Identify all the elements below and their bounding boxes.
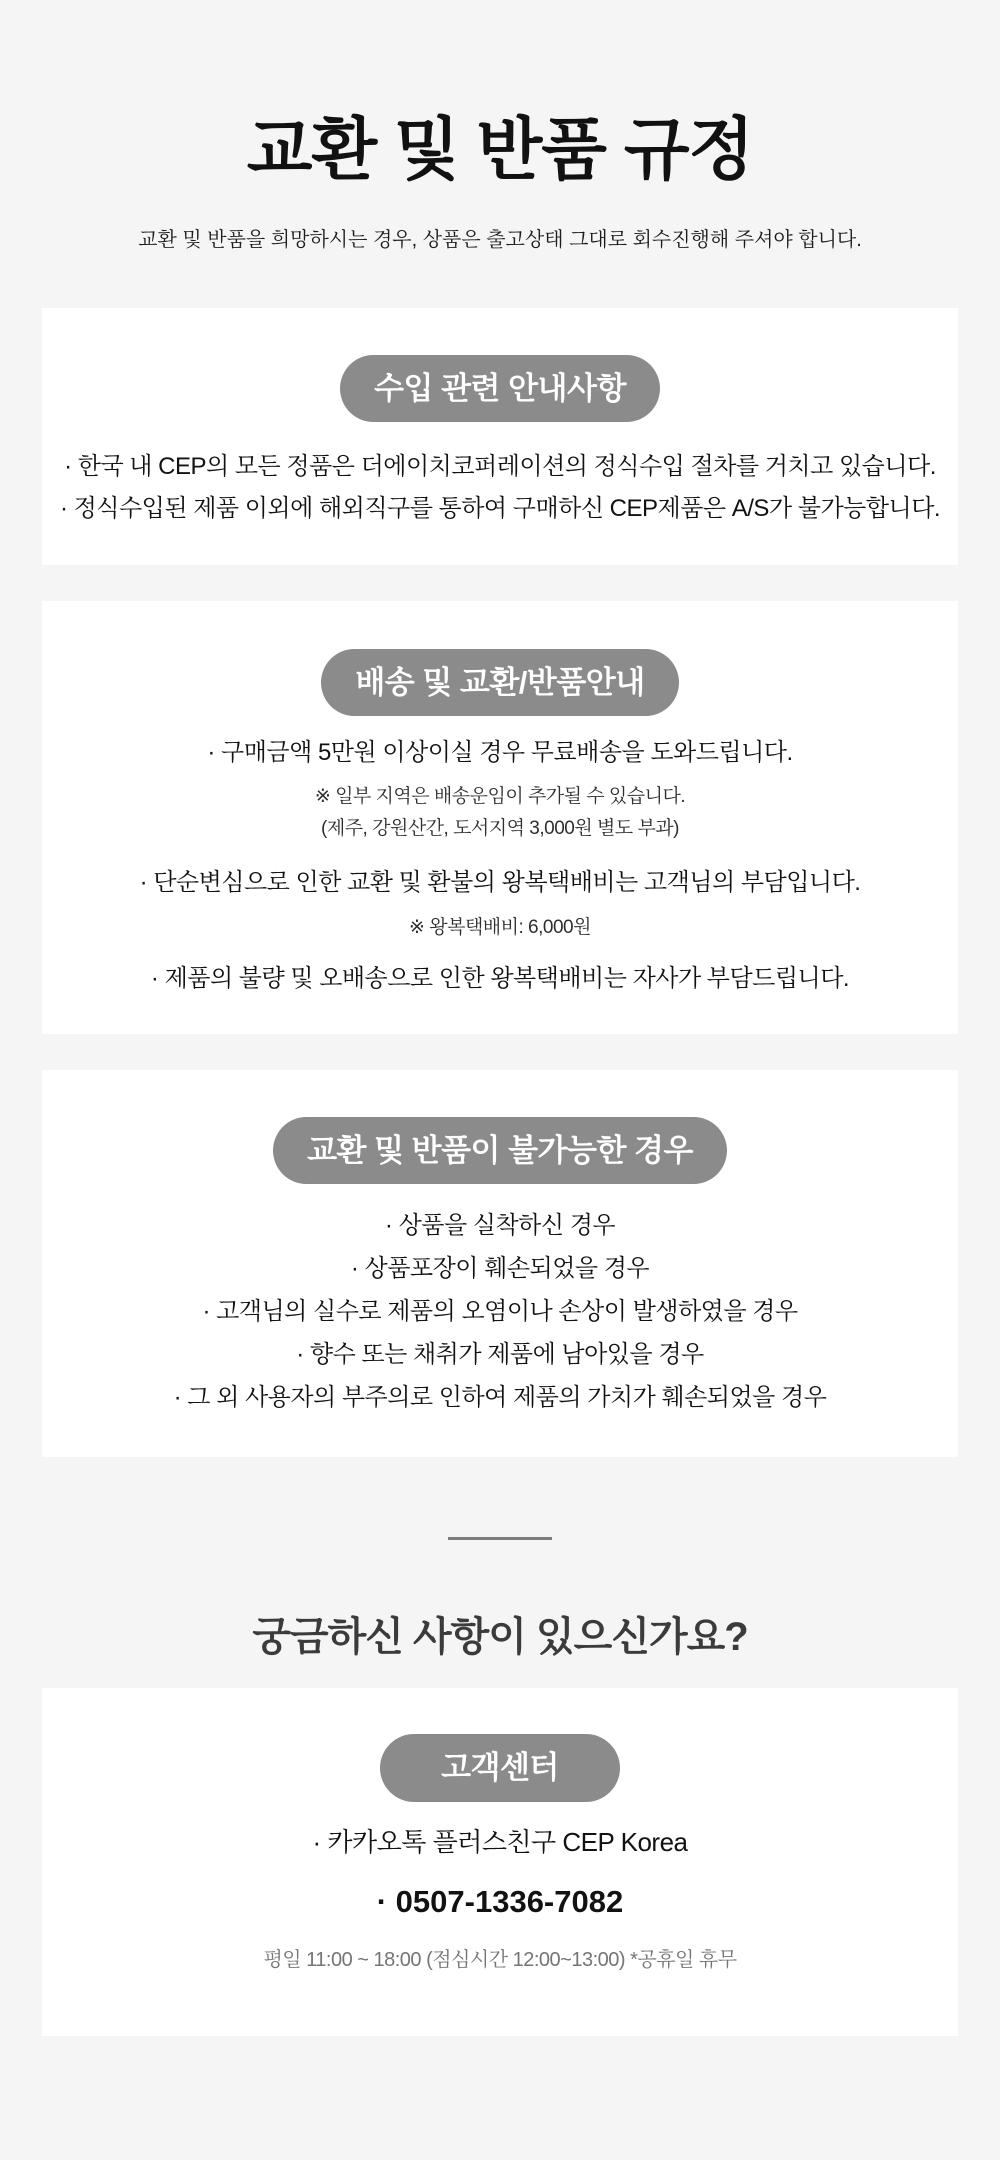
- page-subtitle: 교환 및 반품을 희망하시는 경우, 상품은 출고상태 그대로 회수진행해 주셔야 합니다.: [138, 229, 862, 251]
- section-badge-shipping-guide: 배송 및 교환/반품안내: [321, 649, 678, 716]
- bullet-list: [42, 446, 958, 530]
- sub-note: ※ 왕복택배비: 6,000원: [409, 917, 591, 938]
- business-hours: 평일 11:00 ~ 18:00 (점심시간 12:00~13:00) *공휴일 휴무: [263, 1949, 737, 1971]
- section-badge-return-exceptions: 교환 및 반품이 불가능한 경우: [273, 1117, 727, 1184]
- bullet-item: · 상품을 실착하신 경우: [384, 1212, 616, 1239]
- section-divider: [448, 1537, 552, 1540]
- bullet-item: · 한국 내 CEP의 모든 정품은 더에이치코퍼레이션의 정식수입 절차를 거치고 있습니다.: [64, 453, 936, 480]
- contact-badge-customer-center: 고객센터: [380, 1734, 620, 1802]
- section-card-shipping-guide: [42, 601, 958, 1034]
- section-card-import-notice: [42, 308, 958, 565]
- bullet-item: · 단순변심으로 인한 교환 및 환불의 왕복택배비는 고객님의 부담입니다.: [139, 869, 861, 896]
- section-card-return-exceptions: [42, 1070, 958, 1457]
- sub-note: (제주, 강원산간, 도서지역 3,000원 별도 부과): [321, 818, 679, 839]
- bullet-list: [42, 1204, 958, 1419]
- faq-heading: 궁금하신 사항이 있으신가요?: [252, 1615, 748, 1659]
- bullet-group: [42, 731, 958, 845]
- bullet-item: · 상품포장이 훼손되었을 경우: [350, 1255, 650, 1282]
- bullet-group: [42, 861, 958, 944]
- contact-card: [42, 1688, 958, 2036]
- bullet-group: [42, 957, 958, 1001]
- kakao-channel-item: · 카카오톡 플러스친구 CEP Korea: [312, 1827, 688, 1857]
- sub-note: ※ 일부 지역은 배송운임이 추가될 수 있습니다.: [314, 786, 686, 807]
- bullet-item: · 구매금액 5만원 이상이실 경우 무료배송을 도와드립니다.: [207, 739, 793, 766]
- bullet-item: · 고객님의 실수로 제품의 오염이나 손상이 발생하였을 경우: [202, 1298, 798, 1325]
- bullet-item: · 제품의 불량 및 오배송으로 인한 왕복택배비는 자사가 부담드립니다.: [150, 965, 850, 992]
- bullet-item: · 정식수입된 제품 이외에 해외직구를 통하여 구매하신 CEP제품은 A/S가 불가능합니다.: [59, 495, 941, 522]
- page-title: 교환 및 반품 규정: [246, 112, 754, 188]
- phone-number-item: · 0507-1336-7082: [376, 1884, 624, 1919]
- section-badge-import-notice: 수입 관련 안내사항: [340, 355, 660, 422]
- bullet-item: · 그 외 사용자의 부주의로 인하여 제품의 가치가 훼손되었을 경우: [173, 1384, 827, 1411]
- bullet-item: · 향수 또는 채취가 제품에 남아있을 경우: [296, 1341, 704, 1368]
